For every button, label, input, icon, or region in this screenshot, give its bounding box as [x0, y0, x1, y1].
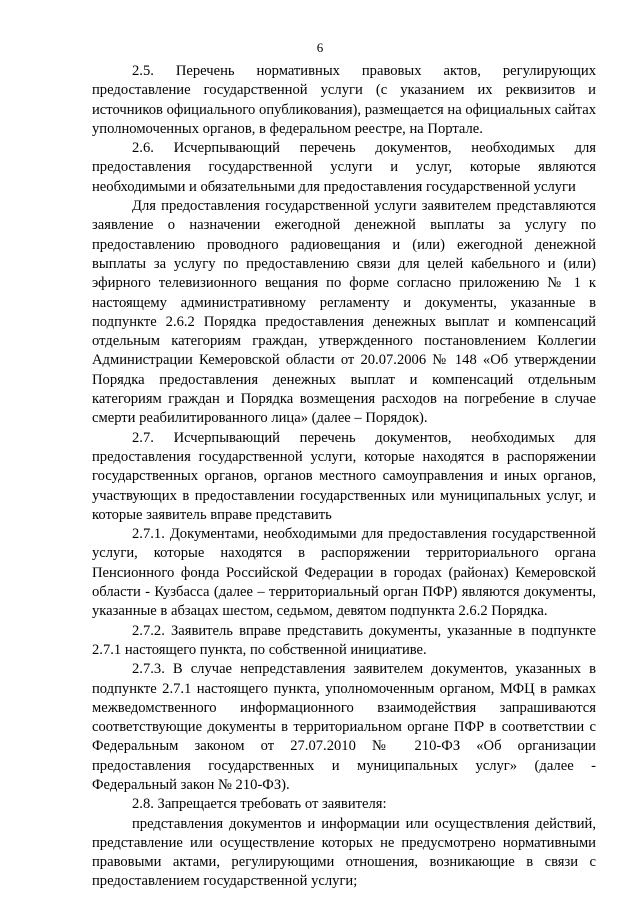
document-body [92, 62, 596, 892]
paragraph-2-7-1: 2.7.1. Документами, необходимыми для предоставления государственной услуги, которые находятся в распоряжении территориального органа Пенсионного фонда Российской Федерации в городах (районах) Кемеровской области - Кузбасса (далее – территориальный орган ПФР) являются документы, указанные в абзацах шестом, седьмом, девятом подпункта 2.6.2 Порядка. [92, 526, 596, 620]
paragraph-2-6-body: Для предоставления государственной услуги заявителем представляются заявление о назначении ежегодной денежной выплаты за услугу по предоставлению проводного радиовещания и (или) ежегодной денежной выплаты за услугу по предоставлению связи для целей кабельного и (или) эфирного телевизионного вещания по форме согласно приложению № 1 к настоящему административному регламенту и документы, указанные в подпункте 2.6.2 Порядка предоставления денежных выплат и компенсаций отдельным категориям граждан, утвержденного постановлением Коллегии Администрации Кемеровской области от 20.07.2006 № 148 «Об утверждении Порядка предоставления денежных выплат и компенсаций отдельным категориям граждан и Порядка возмещения расходов на погребение в случае смерти реабилитированного лица» (далее – Порядок). [92, 198, 596, 427]
paragraph-2-8: 2.8. Запрещается требовать от заявителя: [132, 796, 387, 813]
paragraph-2-6: 2.6. Исчерпывающий перечень документов, необходимых для предоставления государственной услуги и услуг, которые являются необходимыми и обязательными для предоставления государственной услуги [92, 140, 596, 195]
page-number: 6 [316, 40, 324, 55]
paragraph-2-8-item: представления документов и информации или осуществления действий, представление или осуществление которых не предусмотрено нормативными правовыми актами, регулирующими отношения, возникающие в связи с предоставлением государственной услуги; [92, 815, 596, 890]
paragraph-2-7: 2.7. Исчерпывающий перечень документов, необходимых для предоставления государственной услуги, которые находятся в распоряжении государственных органов, органов местного самоуправления и иных органов, участвующих в предоставлении государственных или муниципальных услуг, и которые заявитель вправе представить [92, 429, 596, 523]
paragraph-2-5: 2.5. Перечень нормативных правовых актов, регулирующих предоставление государственной услуги (с указанием их реквизитов и источников официального опубликования), размещается на официальных сайтах уполномоченных органов, в федеральном реестре, на Портале. [92, 63, 596, 137]
paragraph-2-7-2: 2.7.2. Заявитель вправе представить документы, указанные в подпункте 2.7.1 настоящего пункта, по собственной инициативе. [92, 622, 596, 658]
paragraph-2-7-3: 2.7.3. В случае непредставления заявителем документов, указанных в подпункте 2.7.1 настоящего пункта, уполномоченным органом, МФЦ в рамках межведомственного информационного взаимодействия запрашиваются соответствующие документы в территориальном органе ПФР в соответствии с Федеральным законом от 27.07.2010 № 210-ФЗ «Об организации предоставления государственных и муниципальных услуг» (далее - Федеральный закон № 210-ФЗ). [92, 661, 596, 793]
